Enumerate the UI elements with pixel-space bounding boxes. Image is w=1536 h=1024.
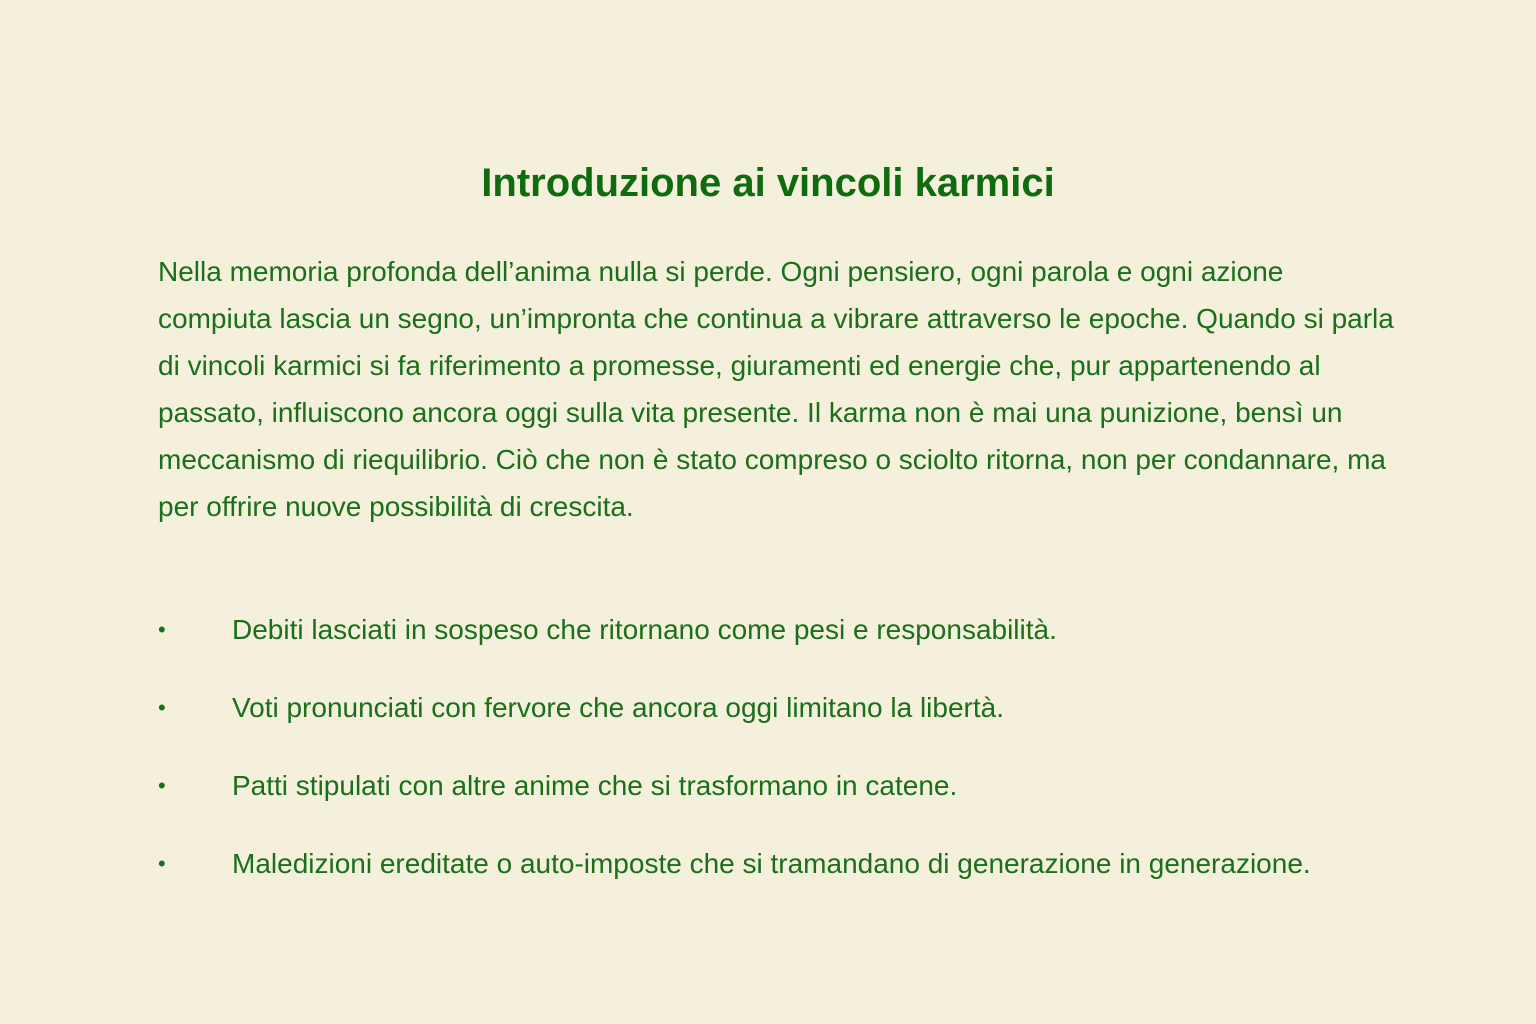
bullet-icon: •	[158, 773, 166, 798]
list-item	[158, 684, 1398, 731]
list-item-text: Patti stipulati con altre anime che si trasformano in catene.	[232, 770, 958, 801]
bullet-icon: •	[158, 695, 166, 720]
list-item	[158, 762, 1398, 809]
list-item	[158, 840, 1398, 887]
bullet-icon: •	[158, 617, 166, 642]
list-item-text: Debiti lasciati in sospeso che ritornano come pesi e responsabilità.	[232, 614, 1057, 645]
list-item	[158, 606, 1398, 653]
page-title: Introduzione ai vincoli karmici	[481, 161, 1055, 205]
intro-paragraph: Nella memoria profonda dell’anima nulla si perde. Ogni pensiero, ogni parola e ogni azione compiuta lascia un segno, un’impronta che continua a vibrare attraverso le epoche. Quando si parla di vincoli karmici si fa riferimento a promesse, giuramenti ed energie che, pur appartenendo al passato, influiscono ancora oggi sulla vita presente. Il karma non è mai una punizione, bensì un meccanismo di riequilibrio. Ciò che non è stato compreso o sciolto ritorna, non per condannare, ma per offrire nuove possibilità di crescita.	[158, 256, 1394, 522]
bullet-icon: •	[158, 851, 166, 876]
list-item-text: Maledizioni ereditate o auto-imposte che si tramandano di generazione in generazione.	[232, 848, 1311, 879]
bullet-list	[158, 606, 1398, 918]
list-item-text: Voti pronunciati con fervore che ancora oggi limitano la libertà.	[232, 692, 1004, 723]
